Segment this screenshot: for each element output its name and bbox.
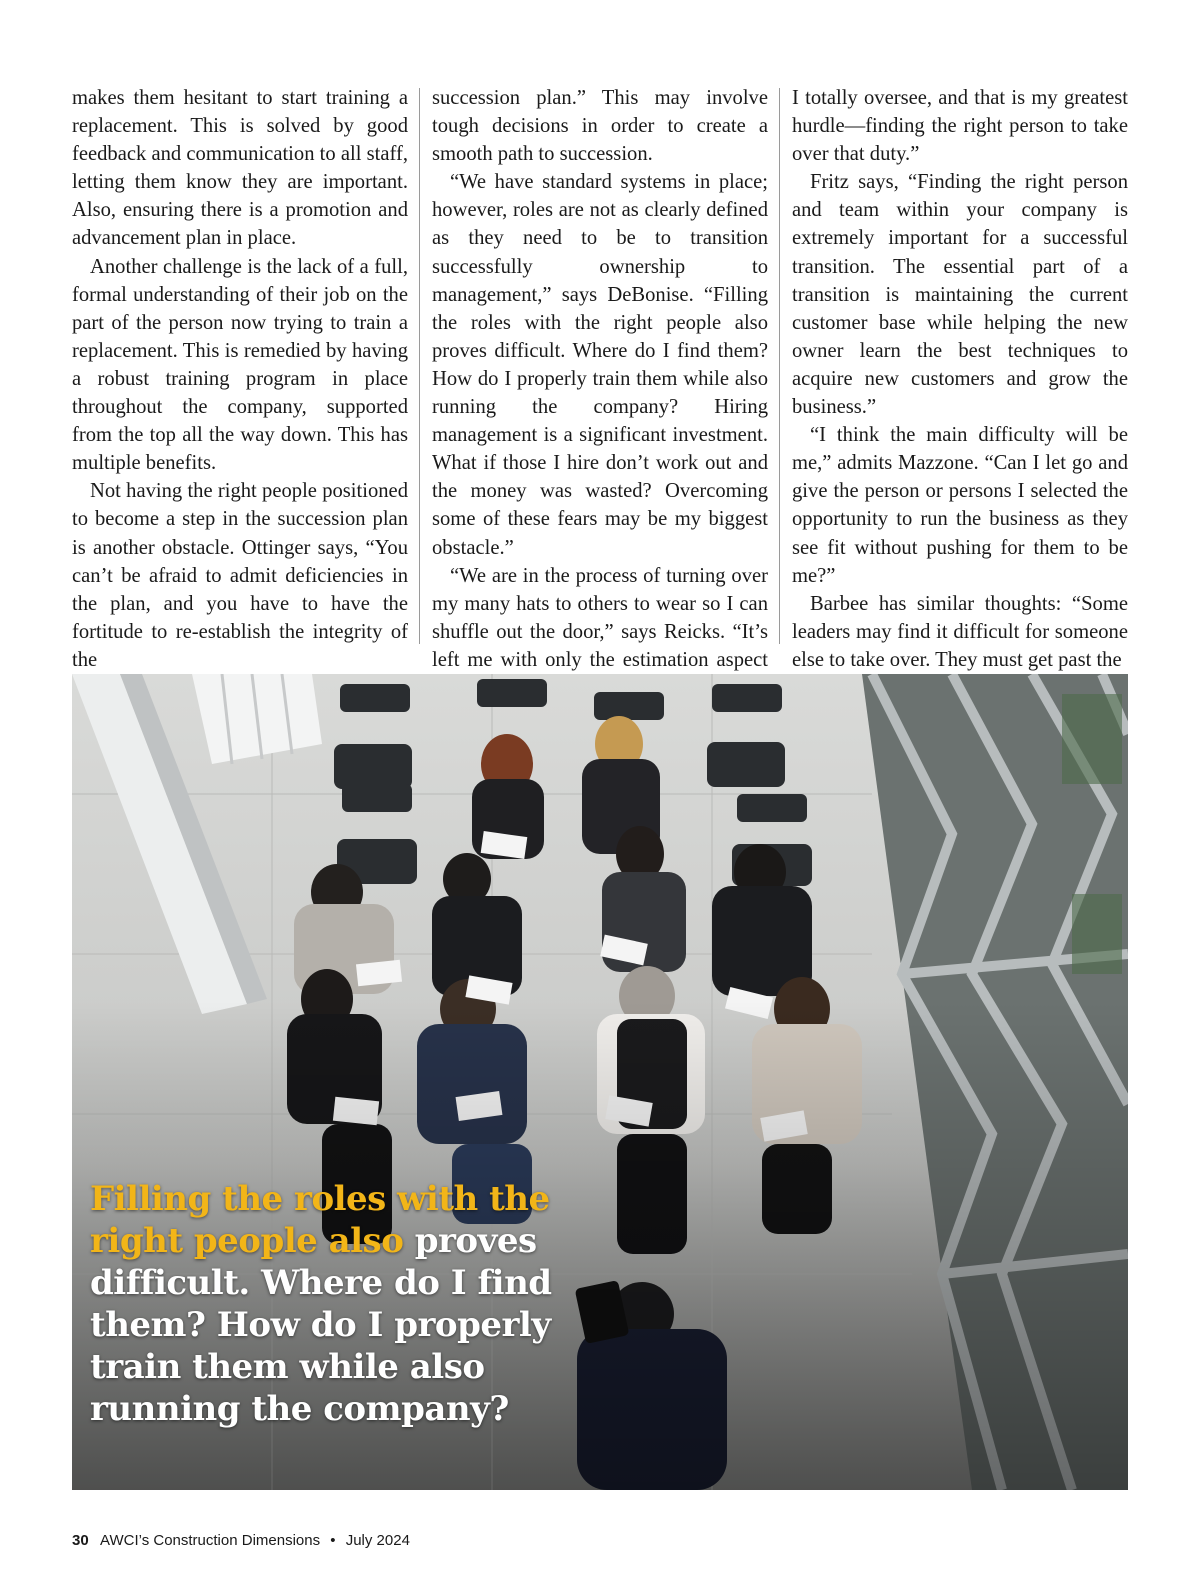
paragraph: succession plan.” This may involve tough decisions in order to create a smooth path to succession. bbox=[432, 87, 768, 166]
column-divider bbox=[419, 88, 420, 644]
page-number: 30 bbox=[72, 1532, 89, 1549]
publication-name: AWCI’s Construction Dimensions bbox=[100, 1532, 321, 1549]
paragraph: “I think the main difficulty will be me,” admits Mazzone. “Can I let go and give the person or persons I selected the opportunity to run the business as they see fit without pushing for them to be me?” bbox=[792, 424, 1128, 587]
pull-quote-text: proves difficult. Where do I find them? How do I properly train them while also running the company? bbox=[90, 1221, 552, 1429]
paragraph: Fritz says, “Finding the right person and team within your company is extremely important for a successful transition. The essential part of a transition is maintaining the current customer base while helping the new owner learn the best techniques to acquire new customers and grow the business.” bbox=[792, 171, 1128, 419]
paragraph: Barbee has similar thoughts: “Some leaders may find it difficult for someone else to take over. They must get past the bbox=[792, 592, 1128, 671]
article-column-3 bbox=[792, 84, 1128, 674]
page-footer bbox=[72, 1532, 410, 1549]
paragraph: Another challenge is the lack of a full, formal understanding of their job on the part of the person now trying to train a replacement. This is remedied by having a robust training program in place throughout the company, supported from the top all the way down. This has multiple benefits. bbox=[72, 255, 408, 475]
column-divider bbox=[779, 88, 780, 644]
article-column-1 bbox=[72, 84, 408, 674]
paragraph: “We have standard systems in place; however, roles are not as clearly defined as they need to be to transition successfully ownership to management,” says DeBonise. “Filling the roles with the right people also proves difficult. Where do I find them? How do I properly train them while also running the company? Hiring management is a significant investment. What if those I hire don’t work out and the money was wasted? Overcoming some of these fears may be my biggest obstacle.” bbox=[432, 171, 768, 559]
footer-separator: • bbox=[330, 1532, 336, 1549]
article-column-2 bbox=[432, 84, 768, 702]
paragraph: makes them hesitant to start training a replacement. This is solved by good feedback and communication to all staff, letting them know they are important. Also, ensuring there is a promotion and advancement plan in place. bbox=[72, 87, 408, 250]
issue-date: July 2024 bbox=[345, 1532, 410, 1549]
paragraph: “We are in the process of turning over my many hats to others to wear so I can shuffle out the door,” says Reicks. “It’s left me with only the estimation aspect bbox=[432, 564, 768, 671]
paragraph: I totally oversee, and that is my greatest hurdle—finding the right person to take over that duty.” bbox=[792, 87, 1128, 166]
paragraph: Not having the right people positioned to become a step in the succession plan is another obstacle. Ottinger says, “You can’t be afraid to admit deficiencies in the plan, and you have to have the fortitude to re-establish the integrity of the bbox=[72, 480, 408, 671]
pull-quote-highlight: Filling the roles with the right people also bbox=[90, 1179, 550, 1261]
pull-quote bbox=[90, 1178, 560, 1430]
article-columns bbox=[72, 84, 1128, 671]
